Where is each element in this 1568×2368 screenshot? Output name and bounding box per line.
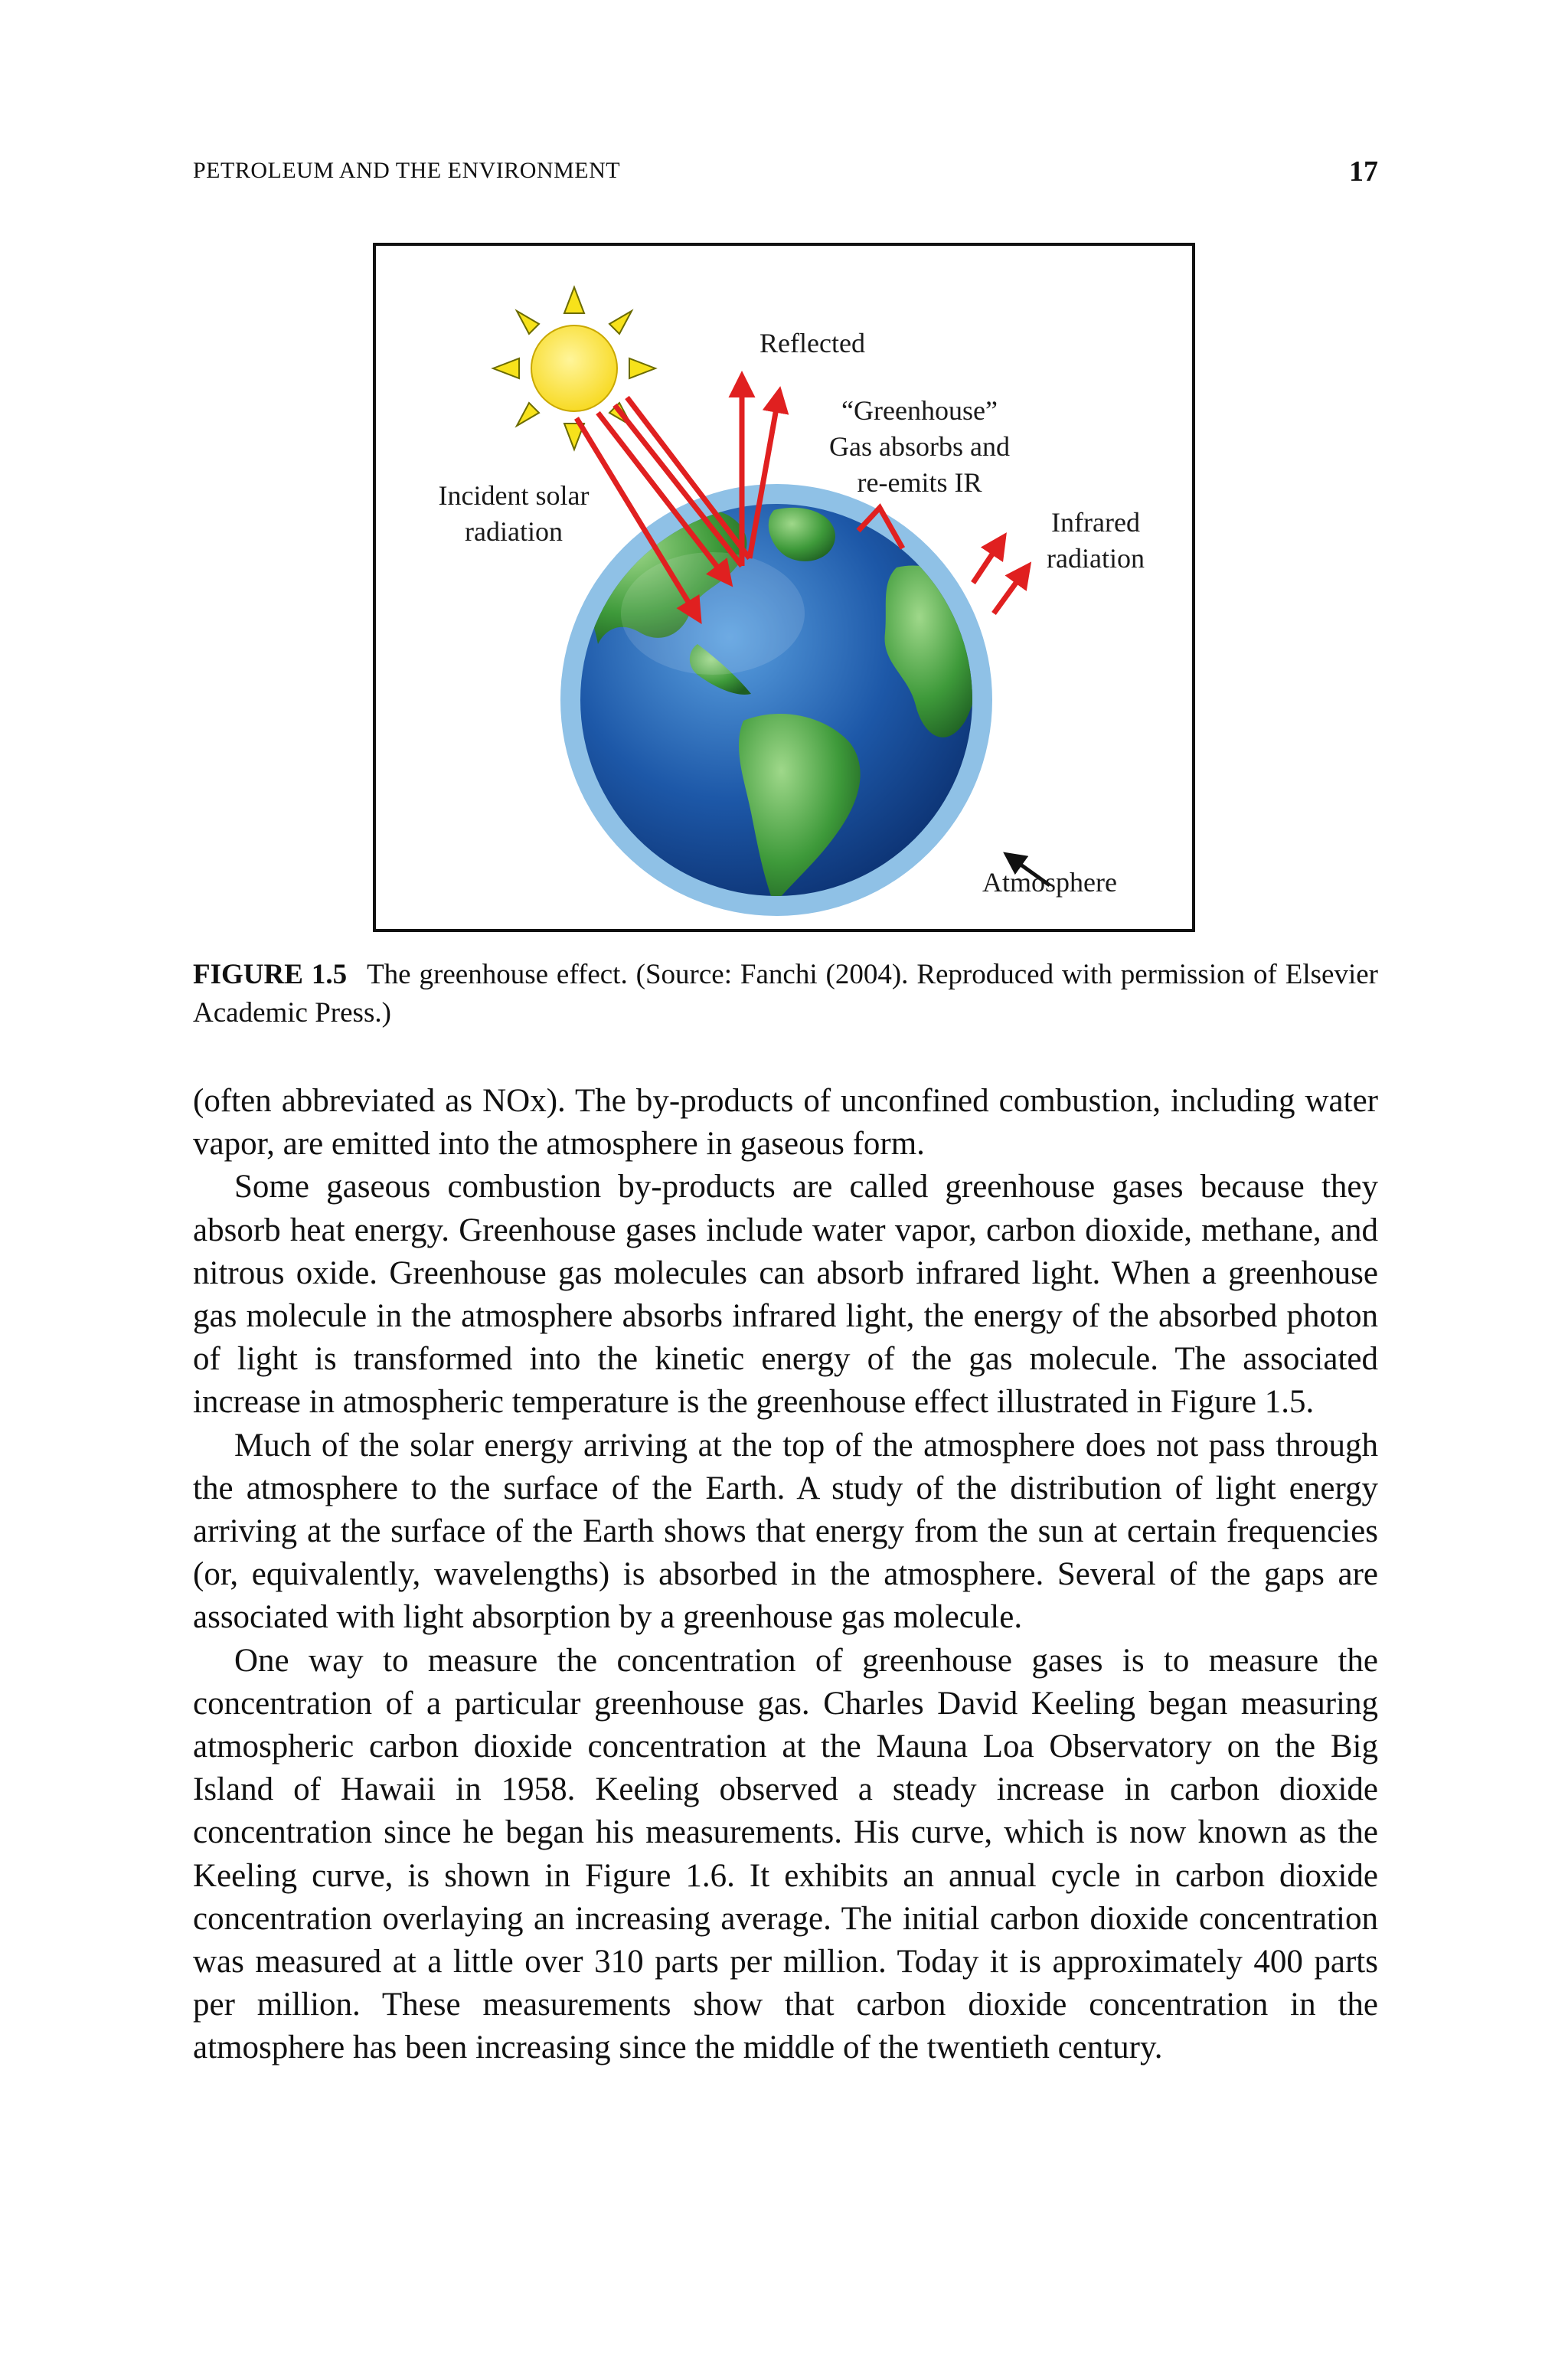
- paragraph: Some gaseous combustion by-products are called greenhouse gases because they absorb heat energy. Greenhouse gases include water vapor, carbon dioxide, methane, and nitrous oxide. Greenhouse gas molecules can absorb infrared light. When a greenhouse gas molecule in the atmosphere absorbs infrared light, the energy of the absorbed photon of light is transformed into the kinetic energy of the gas molecule. The associated increase in atmospheric temperature is the greenhouse effect illustrated in Figure 1.5.: [193, 1169, 1378, 1421]
- body-text: [193, 1080, 1378, 2070]
- figure-caption-text: The greenhouse effect. (Source: Fanchi (2004). Reproduced with permission of Elsevier Academic Press.): [193, 959, 1378, 1029]
- label-reflected: Reflected: [760, 328, 865, 358]
- label-greenhouse: “Greenhouse” Gas absorbs and re-emits IR: [829, 395, 1010, 498]
- greenhouse-figure: [373, 243, 1195, 932]
- label-incident-solar: Incident solar radiation: [438, 480, 590, 547]
- page-number: 17: [1349, 155, 1378, 188]
- running-head: [193, 155, 1378, 190]
- paragraph: Much of the solar energy arriving at the top of the atmosphere does not pass through the atmosphere to the surface of the Earth. A study of the distribution of light energy arriving at the surface of the Earth shows that energy from the sun at certain frequencies (or, equivalently, wavelengths) is absorbed in the atmosphere. Several of the gaps are associated with light absorption by a greenhouse gas molecule.: [193, 1427, 1378, 1636]
- figure-caption: [193, 956, 1378, 1032]
- paragraph: (often abbreviated as NOx). The by-products of unconfined combustion, including water vapor, are emitted into the atmosphere in gaseous form.: [193, 1083, 1378, 1163]
- running-title: PETROLEUM AND THE ENVIRONMENT: [193, 158, 621, 183]
- label-infrared: Infrared radiation: [1047, 507, 1145, 574]
- figure-number: FIGURE 1.5: [193, 959, 348, 990]
- label-atmosphere: Atmosphere: [982, 867, 1117, 898]
- paragraph: One way to measure the concentration of greenhouse gases is to measure the concentration of a particular greenhouse gas. Charles David Keeling began measuring atmospheric carbon dioxide concentration at the Mauna Loa Observatory on the Big Island of Hawaii in 1958. Keeling observed a steady increase in carbon dioxide concentration since he began his measurements. His curve, which is now known as the Keeling curve, is shown in Figure 1.6. It exhibits an annual cycle in carbon dioxide concentration overlaying an increasing average. The initial carbon dioxide concentration was measured at a little over 310 parts per million. Today it is approximately 400 parts per million. These measurements show that carbon dioxide concentration in the atmosphere has been increasing since the middle of the twentieth century.: [193, 1642, 1378, 2066]
